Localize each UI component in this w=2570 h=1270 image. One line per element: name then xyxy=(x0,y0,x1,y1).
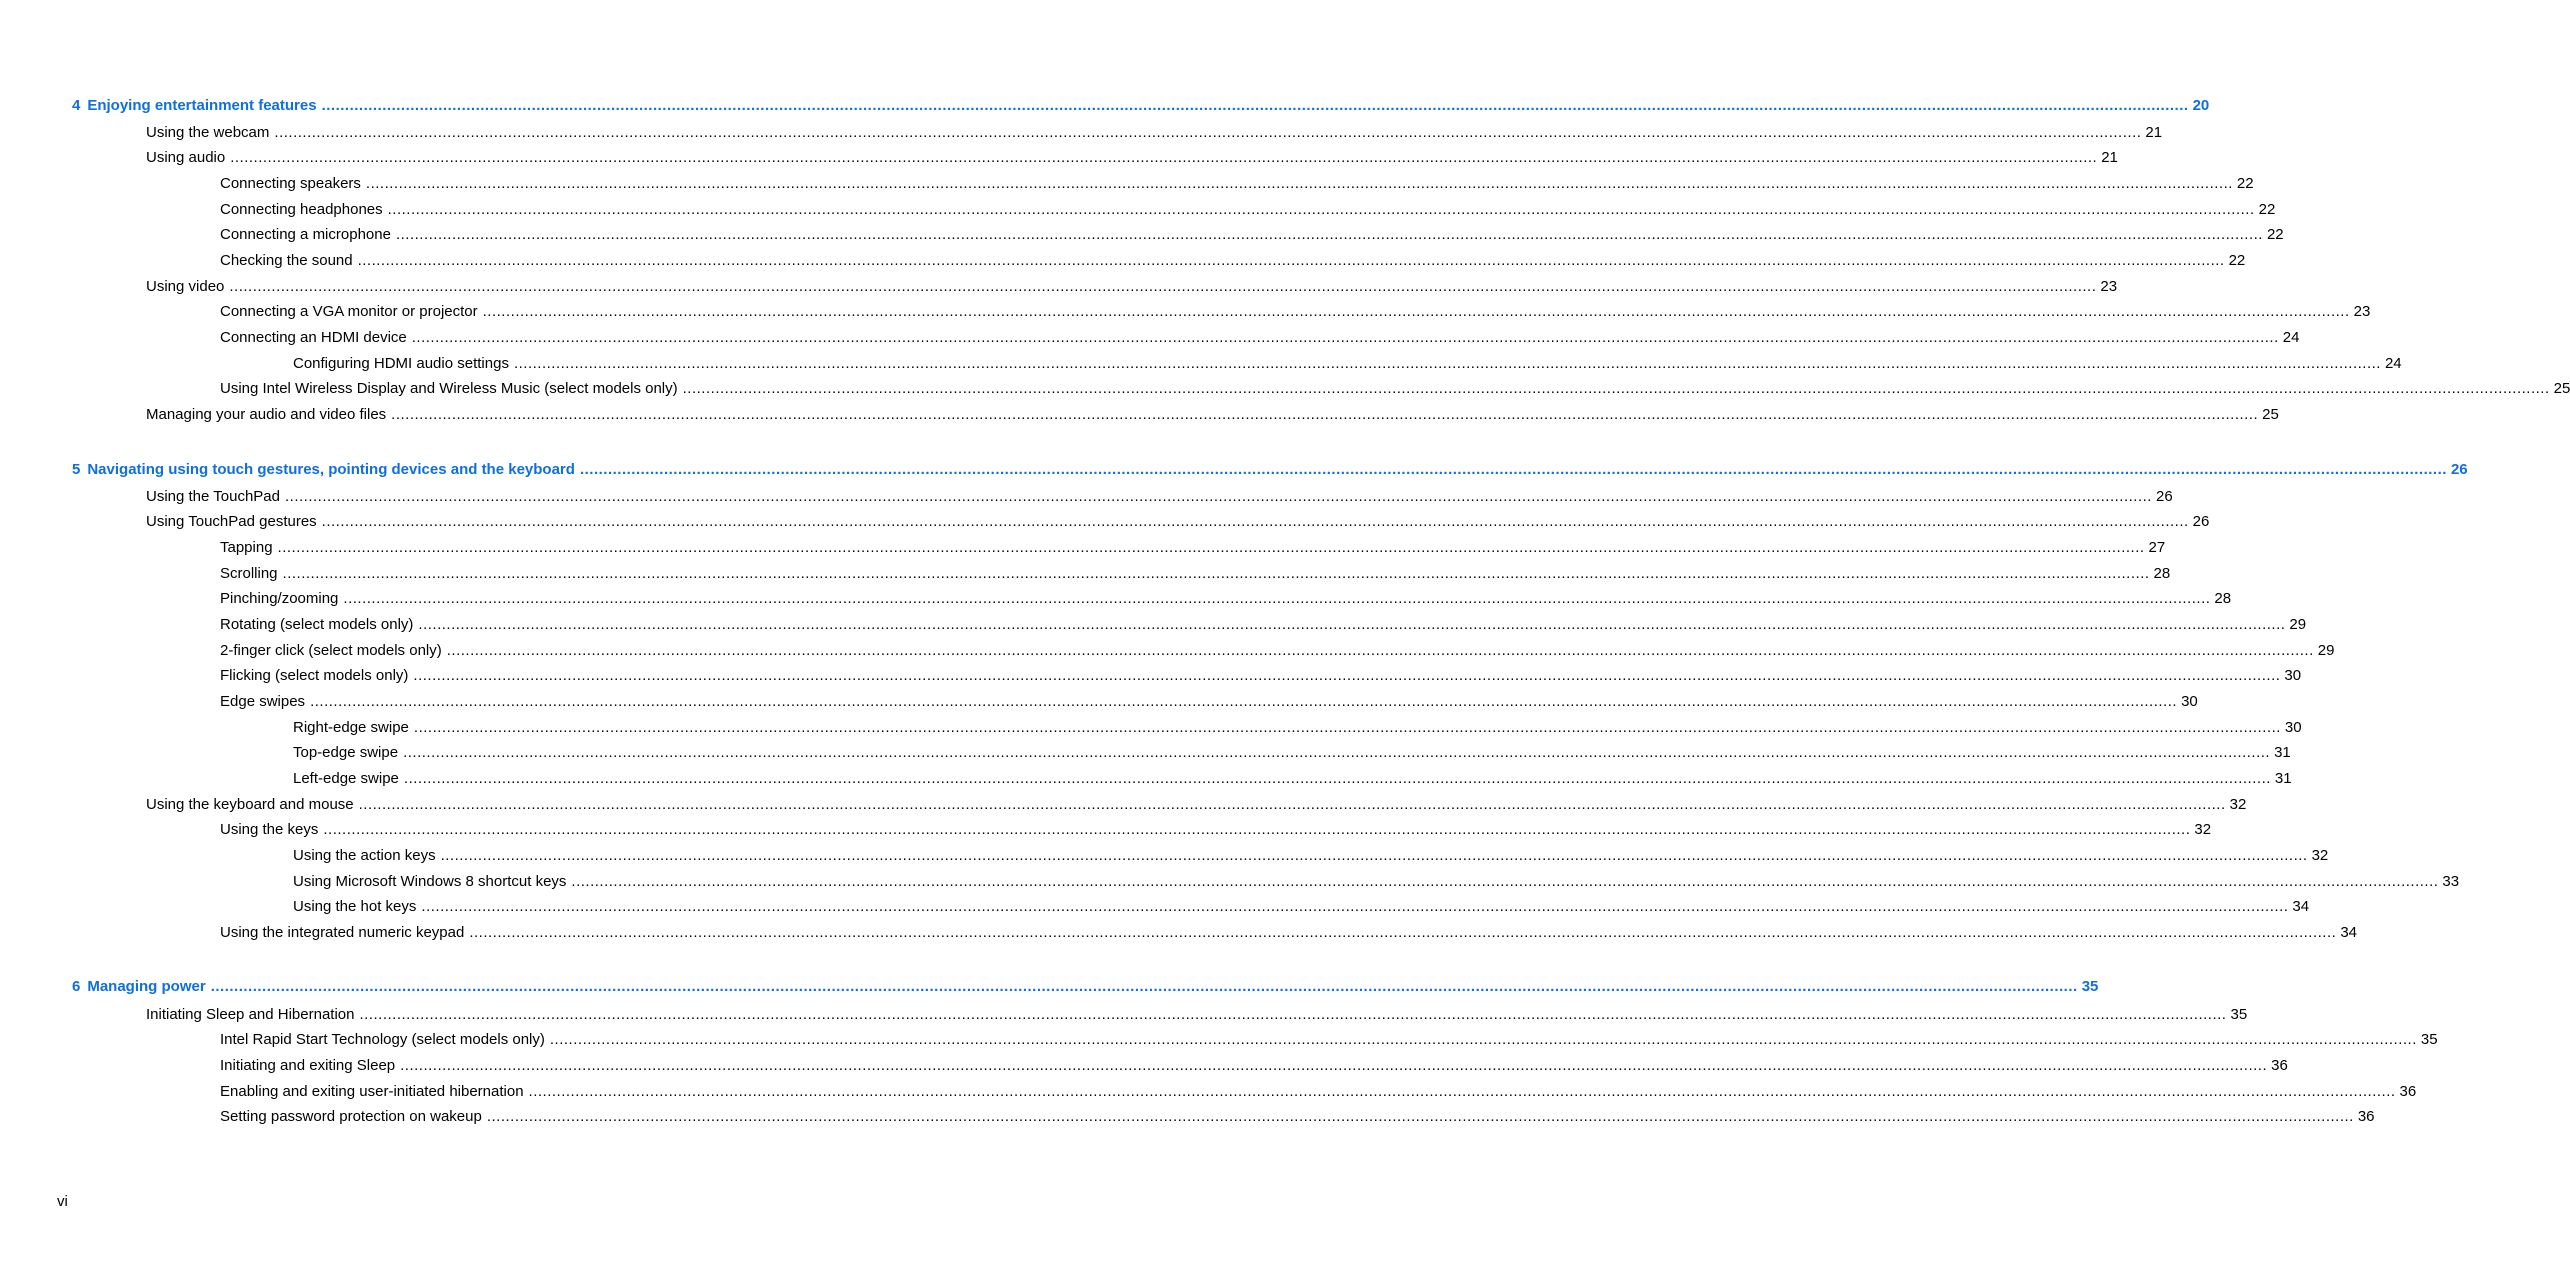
toc-dot-leader: ................................................................................................................................................................................................................................................................................................................................................................................................................ xyxy=(440,847,2308,864)
toc-entry-title: Flicking (select models only) xyxy=(220,667,409,684)
toc-page-number: 24 xyxy=(2282,329,2300,346)
toc-dot-leader: ................................................................................................................................................................................................................................................................................................................................................................................................................ xyxy=(282,565,2150,582)
toc-dot-leader: ................................................................................................................................................................................................................................................................................................................................................................................................................ xyxy=(579,461,2447,478)
toc-entry-title: Using the TouchPad xyxy=(146,488,280,505)
toc-entry-title: Rotating (select models only) xyxy=(220,616,414,633)
toc-dot-leader: ................................................................................................................................................................................................................................................................................................................................................................................................................ xyxy=(403,744,2271,761)
toc-dot-leader: ................................................................................................................................................................................................................................................................................................................................................................................................................ xyxy=(513,355,2381,372)
toc-entry-title: Using the keys xyxy=(220,821,319,838)
toc-dot-leader: ................................................................................................................................................................................................................................................................................................................................................................................................................ xyxy=(387,201,2255,218)
toc-page-number: 22 xyxy=(2258,201,2276,218)
toc-dot-leader: ................................................................................................................................................................................................................................................................................................................................................................................................................ xyxy=(528,1083,2396,1100)
toc-entry-title: Connecting an HDMI device xyxy=(220,329,407,346)
toc-dot-leader: ................................................................................................................................................................................................................................................................................................................................................................................................................ xyxy=(229,278,2097,295)
toc-dot-leader: ................................................................................................................................................................................................................................................................................................................................................................................................................ xyxy=(210,978,2078,995)
toc-page-number: 35 xyxy=(2420,1031,2438,1048)
toc-entry[interactable] xyxy=(220,174,2254,194)
toc-entry[interactable] xyxy=(220,589,2232,609)
toc-entry-title: Using video xyxy=(146,278,225,295)
toc-entry-title: Using the action keys xyxy=(293,847,436,864)
toc-page-number: 31 xyxy=(2274,770,2292,787)
toc-entry-title: Enabling and exiting user-initiated hibernation xyxy=(220,1083,524,1100)
toc-page-number: 31 xyxy=(2274,744,2291,761)
toc-page-number: 23 xyxy=(2100,278,2118,295)
toc-page-number: 21 xyxy=(2101,149,2118,166)
toc-entry[interactable] xyxy=(220,564,2171,584)
toc-entry-title: Using TouchPad gestures xyxy=(146,513,317,530)
toc-entry[interactable] xyxy=(293,846,2329,866)
toc-entry[interactable] xyxy=(220,641,2335,661)
toc-entry-title: Initiating and exiting Sleep xyxy=(220,1057,396,1074)
toc-dot-leader: ................................................................................................................................................................................................................................................................................................................................................................................................................ xyxy=(321,97,2189,114)
toc-page-number: 34 xyxy=(2292,898,2310,915)
toc-entry[interactable] xyxy=(146,512,2210,532)
toc-dot-leader: ................................................................................................................................................................................................................................................................................................................................................................................................................ xyxy=(323,821,2191,838)
toc-entry-title: Pinching/zooming xyxy=(220,590,339,607)
toc-dot-leader: ................................................................................................................................................................................................................................................................................................................................................................................................................ xyxy=(486,1108,2354,1125)
toc-entry-title: Connecting speakers xyxy=(220,175,361,192)
toc-entry-title: Using the integrated numeric keypad xyxy=(220,924,465,941)
toc-entry[interactable] xyxy=(146,148,2118,168)
toc-entry[interactable] xyxy=(220,1082,2417,1102)
toc-entry-title: Using the webcam xyxy=(146,124,270,141)
toc-dot-leader: ................................................................................................................................................................................................................................................................................................................................................................................................................ xyxy=(277,539,2145,556)
toc-dot-leader: ................................................................................................................................................................................................................................................................................................................................................................................................................ xyxy=(682,380,2550,397)
toc-chapter-number: 4 xyxy=(72,97,81,114)
toc-entry[interactable] xyxy=(220,251,2246,271)
toc-entry-title: Connecting headphones xyxy=(220,201,383,218)
toc-entry[interactable] xyxy=(293,769,2292,789)
toc-entry[interactable] xyxy=(293,718,2302,738)
toc-entry[interactable] xyxy=(220,923,2357,943)
toc-dot-leader: ................................................................................................................................................................................................................................................................................................................................................................................................................ xyxy=(321,513,2189,530)
toc-page-number: 36 xyxy=(2271,1057,2288,1074)
toc-page-number: 32 xyxy=(2311,847,2329,864)
toc-entry-title: Using Microsoft Windows 8 shortcut keys xyxy=(293,873,567,890)
toc-page-number: 34 xyxy=(2340,924,2357,941)
toc-entry-title: Left-edge swipe xyxy=(293,770,399,787)
toc-page-number: 32 xyxy=(2229,796,2247,813)
toc-dot-leader: ................................................................................................................................................................................................................................................................................................................................................................................................................ xyxy=(395,226,2263,243)
toc-entry[interactable] xyxy=(146,1005,2248,1025)
page-number: vi xyxy=(57,1193,68,1210)
toc-dot-leader: ................................................................................................................................................................................................................................................................................................................................................................................................................ xyxy=(571,873,2439,890)
toc-entry-title: Edge swipes xyxy=(220,693,306,710)
toc-entry-title: Using the keyboard and mouse xyxy=(146,796,354,813)
toc-entry-title: 2-finger click (select models only) xyxy=(220,642,442,659)
toc-page-number: 22 xyxy=(2228,252,2246,269)
toc-entry[interactable] xyxy=(293,872,2460,892)
toc-dot-leader: ................................................................................................................................................................................................................................................................................................................................................................................................................ xyxy=(358,796,2226,813)
toc-dot-leader: ................................................................................................................................................................................................................................................................................................................................................................................................................ xyxy=(549,1031,2417,1048)
toc-entry[interactable] xyxy=(220,692,2198,712)
toc-entry-title: Connecting a microphone xyxy=(220,226,391,243)
toc-page-number: 30 xyxy=(2284,667,2302,684)
toc-entry-title: Tapping xyxy=(220,539,273,556)
toc-entry[interactable] xyxy=(146,487,2173,507)
toc-entry[interactable] xyxy=(220,328,2300,348)
toc-chapter-number: 5 xyxy=(72,461,81,478)
toc-dot-leader: ................................................................................................................................................................................................................................................................................................................................................................................................................ xyxy=(413,667,2281,684)
toc-dot-leader: ................................................................................................................................................................................................................................................................................................................................................................................................................ xyxy=(343,590,2211,607)
toc-chapter-number: 6 xyxy=(72,978,81,995)
toc-entry[interactable] xyxy=(220,200,2276,220)
toc-dot-leader: ................................................................................................................................................................................................................................................................................................................................................................................................................ xyxy=(413,719,2281,736)
toc-entry[interactable] xyxy=(146,405,2279,425)
toc-chapter-entry[interactable] xyxy=(72,96,2210,116)
toc-entry-title: Enjoying entertainment features xyxy=(87,97,317,114)
toc-dot-leader: ................................................................................................................................................................................................................................................................................................................................................................................................................ xyxy=(469,924,2337,941)
toc-page-number: 35 xyxy=(2081,978,2099,995)
toc-entry-title: Managing power xyxy=(87,978,206,995)
toc-dot-leader: ................................................................................................................................................................................................................................................................................................................................................................................................................ xyxy=(403,770,2271,787)
toc-dot-leader: ................................................................................................................................................................................................................................................................................................................................................................................................................ xyxy=(359,1006,2227,1023)
toc-page-number: 24 xyxy=(2384,355,2402,372)
toc-page-number: 36 xyxy=(2357,1108,2375,1125)
toc-page-number: 29 xyxy=(2317,642,2335,659)
toc-page-number: 21 xyxy=(2145,124,2163,141)
toc-entry[interactable] xyxy=(220,225,2284,245)
toc-entry[interactable] xyxy=(220,1030,2438,1050)
toc-entry-title: Top-edge swipe xyxy=(293,744,399,761)
toc-entry[interactable] xyxy=(220,1056,2288,1076)
toc-dot-leader: ................................................................................................................................................................................................................................................................................................................................................................................................................ xyxy=(446,642,2314,659)
toc-entry[interactable] xyxy=(220,379,2570,399)
toc-dot-leader: ................................................................................................................................................................................................................................................................................................................................................................................................................ xyxy=(230,149,2098,166)
toc-entry-title: Managing your audio and video files xyxy=(146,406,387,423)
toc-page-number: 36 xyxy=(2399,1083,2417,1100)
toc-entry[interactable] xyxy=(293,743,2291,763)
toc-entry[interactable] xyxy=(220,538,2166,558)
toc-entry[interactable] xyxy=(293,354,2402,374)
toc-dot-leader: ................................................................................................................................................................................................................................................................................................................................................................................................................ xyxy=(284,488,2152,505)
toc-page-number: 22 xyxy=(2236,175,2254,192)
toc-page-number: 28 xyxy=(2153,565,2171,582)
toc-chapter-entry[interactable] xyxy=(72,460,2468,480)
toc-entry[interactable] xyxy=(293,897,2310,917)
toc-page-number: 25 xyxy=(2553,380,2570,397)
toc-entry[interactable] xyxy=(220,666,2302,686)
toc-page-number: 29 xyxy=(2289,616,2307,633)
toc-entry[interactable] xyxy=(220,302,2371,322)
toc-dot-leader: ................................................................................................................................................................................................................................................................................................................................................................................................................ xyxy=(365,175,2233,192)
toc-entry-title: Initiating Sleep and Hibernation xyxy=(146,1006,355,1023)
toc-entry-title: Checking the sound xyxy=(220,252,353,269)
toc-dot-leader: ................................................................................................................................................................................................................................................................................................................................................................................................................ xyxy=(310,693,2178,710)
toc-entry-title: Using audio xyxy=(146,149,226,166)
toc-entry-title: Using Intel Wireless Display and Wireless Music (select models only) xyxy=(220,380,678,397)
toc-page-number: 26 xyxy=(2192,513,2210,530)
toc-page-number: 30 xyxy=(2284,719,2302,736)
toc-entry[interactable] xyxy=(146,795,2247,815)
toc-dot-leader: ................................................................................................................................................................................................................................................................................................................................................................................................................ xyxy=(418,616,2286,633)
toc-entry-title: Using the hot keys xyxy=(293,898,417,915)
toc-entry[interactable] xyxy=(146,123,2163,143)
toc-entry[interactable] xyxy=(220,615,2307,635)
toc-page-number: 25 xyxy=(2262,406,2279,423)
toc-entry[interactable] xyxy=(220,1107,2375,1127)
toc-entry[interactable] xyxy=(220,820,2212,840)
toc-page-number: 35 xyxy=(2230,1006,2248,1023)
toc-page-number: 20 xyxy=(2192,97,2210,114)
toc-entry-title: Connecting a VGA monitor or projector xyxy=(220,303,478,320)
toc-dot-leader: ................................................................................................................................................................................................................................................................................................................................................................................................................ xyxy=(421,898,2289,915)
toc-entry-title: Setting password protection on wakeup xyxy=(220,1108,482,1125)
toc-entry[interactable] xyxy=(146,277,2118,297)
toc-chapter-entry[interactable] xyxy=(72,977,2099,997)
toc-page-number: 27 xyxy=(2148,539,2166,556)
toc-entry-title: Configuring HDMI audio settings xyxy=(293,355,509,372)
toc-dot-leader: ................................................................................................................................................................................................................................................................................................................................................................................................................ xyxy=(357,252,2225,269)
toc-dot-leader: ................................................................................................................................................................................................................................................................................................................................................................................................................ xyxy=(400,1057,2268,1074)
toc-dot-leader: ................................................................................................................................................................................................................................................................................................................................................................................................................ xyxy=(411,329,2279,346)
toc-entry-title: Navigating using touch gestures, pointing devices and the keyboard xyxy=(87,461,575,478)
toc-page-number: 26 xyxy=(2450,461,2468,478)
toc-page-number: 23 xyxy=(2353,303,2371,320)
toc-page-number: 28 xyxy=(2214,590,2232,607)
toc-dot-leader: ................................................................................................................................................................................................................................................................................................................................................................................................................ xyxy=(482,303,2350,320)
toc-page-number: 30 xyxy=(2181,693,2198,710)
toc-page-number: 33 xyxy=(2442,873,2460,890)
toc-entry-title: Intel Rapid Start Technology (select models only) xyxy=(220,1031,545,1048)
toc-page-number: 32 xyxy=(2194,821,2212,838)
toc-dot-leader: ................................................................................................................................................................................................................................................................................................................................................................................................................ xyxy=(274,124,2142,141)
toc-entry-title: Right-edge swipe xyxy=(293,719,409,736)
toc-dot-leader: ................................................................................................................................................................................................................................................................................................................................................................................................................ xyxy=(391,406,2259,423)
toc-page-number: 22 xyxy=(2266,226,2284,243)
toc-page-number: 26 xyxy=(2155,488,2173,505)
toc-entry-title: Scrolling xyxy=(220,565,278,582)
